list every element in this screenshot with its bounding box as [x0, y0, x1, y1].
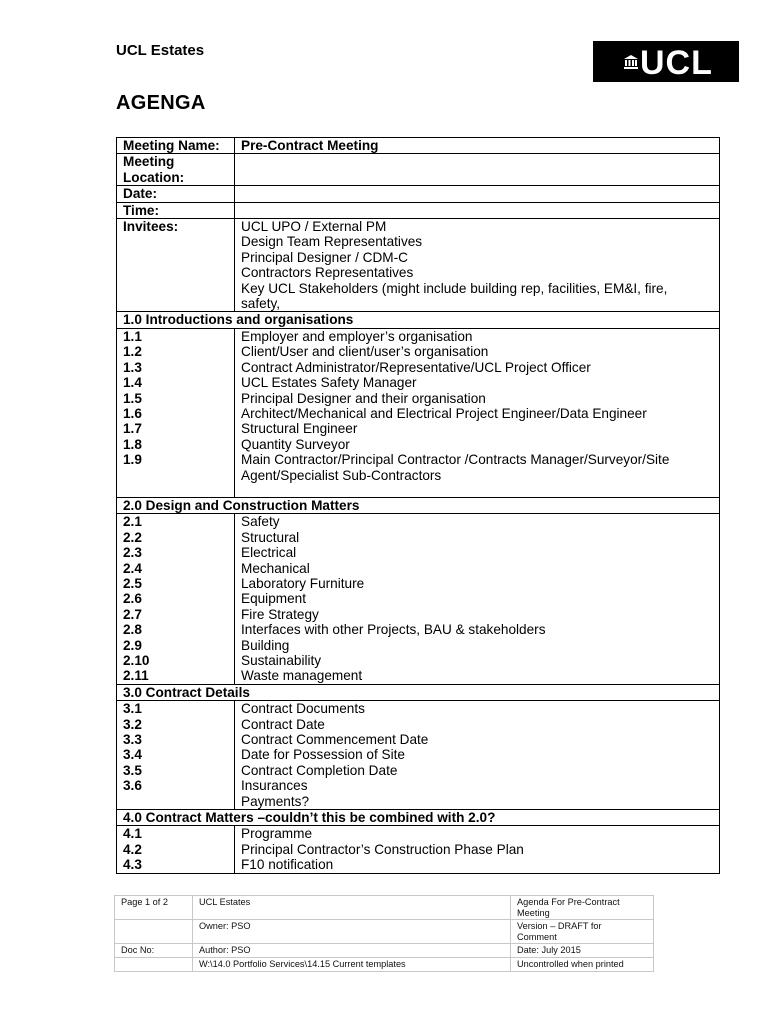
footer-page: Page 1 of 2: [115, 896, 193, 920]
item-number: 1.5: [123, 390, 142, 406]
agenda-item: Contract Commencement Date: [241, 731, 429, 747]
item-number: 1.9: [123, 452, 142, 468]
section-heading: 2.0 Design and Construction Matters: [117, 497, 720, 513]
meeting-name-label: Meeting Name:: [117, 138, 235, 154]
agenda-item: Laboratory Furniture: [241, 575, 365, 591]
meeting-name-value: Pre-Contract Meeting: [235, 138, 720, 154]
agenda-item: F10 notification: [241, 857, 334, 873]
footer-path: W:\14.0 Portfolio Services\14.15 Current templates: [193, 957, 511, 971]
agenda-item: Contract Administrator/Representative/UCL Project Officer: [241, 359, 591, 375]
agenda-item: Waste management: [241, 668, 363, 684]
invitee-item: Key UCL Stakeholders (might include building rep, facilities, EM&I, fire,: [241, 280, 668, 296]
section-heading-row: [117, 810, 720, 826]
section-heading: 1.0 Introductions and organisations: [117, 312, 720, 328]
time-row: [117, 202, 720, 218]
agenda-item: Quantity Surveyor: [241, 436, 350, 452]
item-number: 3.1: [123, 701, 142, 717]
agenda-table: [116, 137, 720, 874]
item-texts: [235, 701, 720, 810]
agenda-item: Contract Completion Date: [241, 762, 398, 778]
invitees-label: Invitees:: [117, 219, 235, 312]
item-numbers: [117, 328, 235, 497]
item-number: 3.5: [123, 762, 142, 778]
item-numbers: [117, 826, 235, 873]
footer-doc-title-line: Agenda For Pre-Contract: [517, 897, 620, 907]
invitee-item: safety,: [241, 296, 281, 312]
item-numbers: [117, 701, 235, 810]
agenda-item: Structural Engineer: [241, 421, 358, 437]
agenda-item: Contract Documents: [241, 701, 365, 717]
organisation-name: UCL Estates: [116, 42, 205, 59]
item-number: 2.4: [123, 560, 142, 576]
item-number: 2.7: [123, 606, 142, 622]
item-texts: [235, 514, 720, 684]
footer-owner: Owner: PSO: [193, 920, 511, 944]
section-heading: 4.0 Contract Matters –couldn’t this be combined with 2.0?: [117, 810, 720, 826]
date-row: [117, 186, 720, 202]
footer-row: [115, 944, 654, 958]
agenda-item: Programme: [241, 826, 313, 842]
item-number: 2.9: [123, 637, 142, 653]
agenda-item: Building: [241, 637, 290, 653]
item-number: 4.1: [123, 826, 142, 842]
agenda-item: Date for Possession of Site: [241, 747, 405, 763]
time-value: [235, 202, 720, 218]
section-heading: 3.0 Contract Details: [117, 684, 720, 700]
time-label: Time:: [117, 202, 235, 218]
agenda-item: Sustainability: [241, 652, 322, 668]
agenda-item: Equipment: [241, 591, 306, 607]
item-number: 3.2: [123, 716, 142, 732]
footer-row: [115, 957, 654, 971]
meeting-location-label: [117, 154, 235, 186]
invitee-item: Principal Designer / CDM-C: [241, 249, 408, 265]
section-items-row: [117, 701, 720, 810]
item-number: 1.2: [123, 344, 142, 360]
item-texts: [235, 328, 720, 497]
footer-org: UCL Estates: [193, 896, 511, 920]
item-number: 4.3: [123, 857, 142, 873]
agenda-item: Payments?: [241, 793, 310, 809]
agenda-item: Agent/Specialist Sub-Contractors: [241, 467, 442, 483]
footer-empty: [115, 957, 193, 971]
section-heading-row: [117, 312, 720, 328]
item-number: 2.11: [123, 668, 149, 684]
item-number: 1.6: [123, 405, 142, 421]
item-number: 3.4: [123, 747, 142, 763]
document-title: AGENGA: [116, 92, 206, 114]
ucl-logo: [593, 41, 739, 82]
agenda-item: Interfaces with other Projects, BAU & stakeholders: [241, 622, 546, 638]
item-number: 4.2: [123, 841, 142, 857]
footer-row: [115, 920, 654, 944]
agenda-item: Employer and employer’s organisation: [241, 328, 473, 344]
agenda-item: Fire Strategy: [241, 606, 319, 622]
invitees-list: [235, 219, 720, 312]
document-footer: [114, 895, 654, 972]
meeting-location-value: [235, 154, 720, 186]
item-number: 2.1: [123, 514, 142, 530]
section-items-row: [117, 328, 720, 497]
agenda-item: Client/User and client/user’s organisation: [241, 344, 489, 360]
agenda-item: Architect/Mechanical and Electrical Project Engineer/Data Engineer: [241, 405, 647, 421]
invitees-row: [117, 219, 720, 312]
invitee-item: Design Team Representatives: [241, 234, 423, 250]
date-label: Date:: [117, 186, 235, 202]
date-value: [235, 186, 720, 202]
item-number: 1.8: [123, 436, 142, 452]
agenda-item: Principal Designer and their organisation: [241, 390, 486, 406]
invitee-item: Contractors Representatives: [241, 265, 414, 281]
agenda-item: Principal Contractor’s Construction Phase Plan: [241, 841, 524, 857]
footer-empty: [115, 920, 193, 944]
item-number: 3.6: [123, 778, 142, 794]
footer-uncontrolled: Uncontrolled when printed: [511, 957, 654, 971]
item-number: 2.6: [123, 591, 142, 607]
section-items-row: [117, 514, 720, 684]
footer-version: [511, 920, 654, 944]
agenda-item: UCL Estates Safety Manager: [241, 375, 417, 391]
logo-text: UCL: [640, 44, 713, 82]
agenda-item: Structural: [241, 529, 300, 545]
footer-doc-no: Doc No:: [115, 944, 193, 958]
invitee-item: UCL UPO / External PM: [241, 219, 387, 235]
item-number: 1.3: [123, 359, 142, 375]
section-heading-row: [117, 497, 720, 513]
portico-icon: [624, 55, 638, 69]
item-number: 3.3: [123, 731, 142, 747]
footer-version-line: Version – DRAFT for: [517, 921, 602, 932]
footer-version-line: Comment: [517, 931, 557, 942]
footer-row: [115, 896, 654, 920]
item-number: 1.7: [123, 421, 142, 437]
item-number: 2.5: [123, 575, 142, 591]
agenda-item: Electrical: [241, 545, 297, 561]
item-number: 2.3: [123, 545, 142, 561]
agenda-item: Insurances: [241, 778, 308, 794]
agenda-item: Contract Date: [241, 716, 325, 732]
section-heading-row: [117, 684, 720, 700]
footer-doc-title-line: Meeting: [517, 907, 550, 918]
section-items-row: [117, 826, 720, 873]
item-number: 2.8: [123, 622, 142, 638]
footer-author: Author: PSO: [193, 944, 511, 958]
item-number: 1.1: [123, 328, 142, 344]
agenda-item: Mechanical: [241, 560, 310, 576]
agenda-item: Safety: [241, 514, 280, 530]
location-label-line: Location:: [123, 169, 185, 185]
item-number: 2.2: [123, 529, 142, 545]
item-number: 2.10: [123, 652, 150, 668]
item-texts: [235, 826, 720, 873]
meeting-location-row: [117, 154, 720, 186]
footer-doc-title: [511, 896, 654, 920]
agenda-item: Main Contractor/Principal Contractor /Contracts Manager/Surveyor/Site: [241, 452, 670, 468]
item-number: 1.4: [123, 375, 142, 391]
location-label-line: Meeting: [123, 154, 175, 170]
item-numbers: [117, 514, 235, 684]
footer-date: Date: July 2015: [511, 944, 654, 958]
meeting-name-row: [117, 138, 720, 154]
